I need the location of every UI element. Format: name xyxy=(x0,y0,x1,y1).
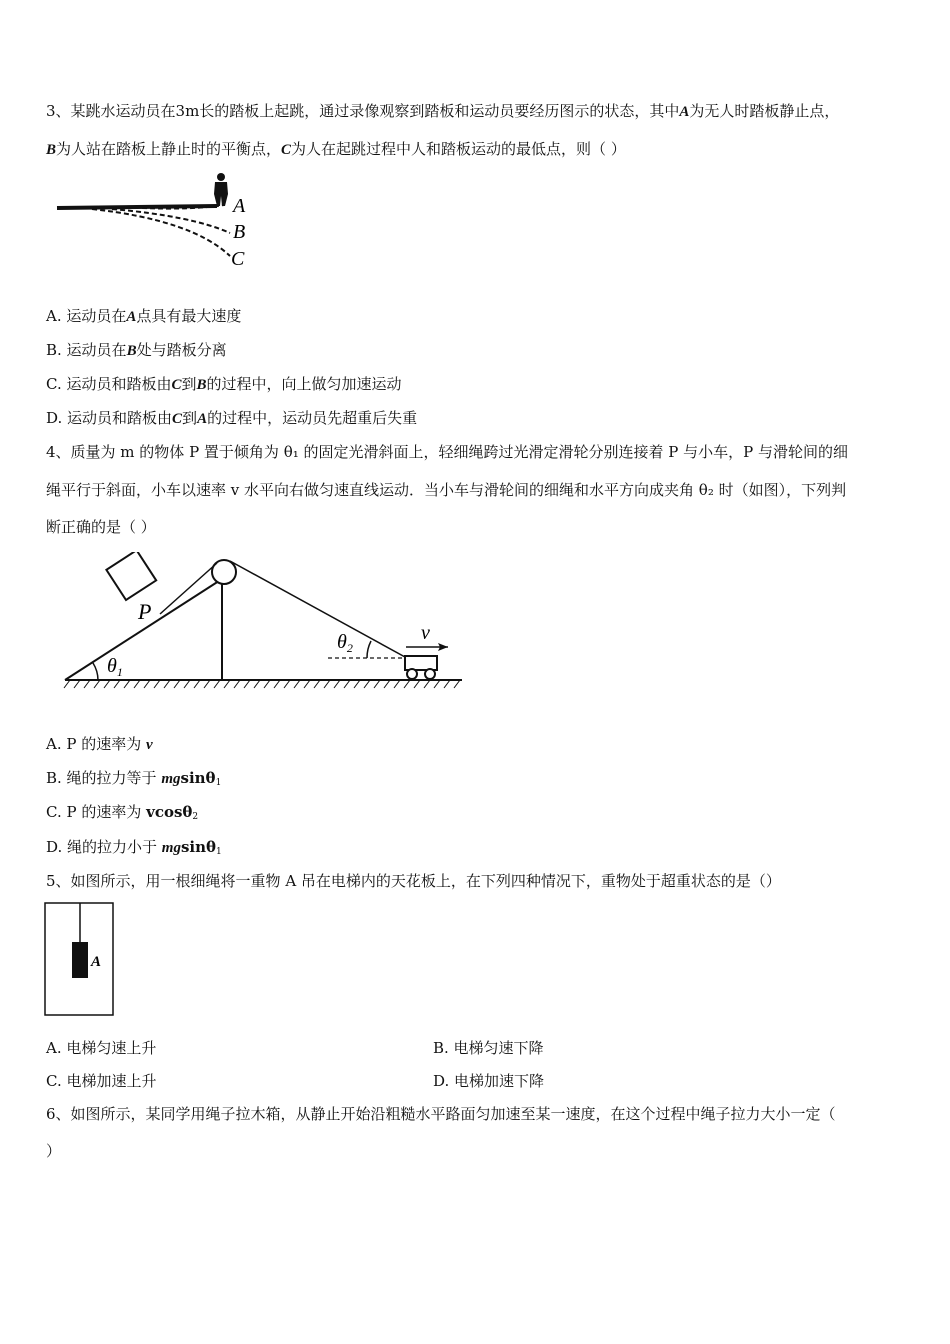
weight-a xyxy=(72,942,88,978)
theta1-arc xyxy=(93,663,98,680)
q3-text-a: 3、某跳水运动员在3m长的踏板上起跳，通过录像观察到踏板和运动员要经历图示的状态，其中 xyxy=(46,102,680,120)
option-text: D. 运动员和踏板由 xyxy=(46,409,173,427)
option-text: 到 xyxy=(181,375,197,393)
fig-label-c: C xyxy=(231,248,245,270)
option-var: B xyxy=(126,343,137,359)
option-text: 处与踏板分离 xyxy=(136,341,227,359)
q3-text-b: 为无人时踏板静止点， xyxy=(689,102,840,120)
q5-line-1: 5、如图所示，用一根细绳将一重物 A 吊在电梯内的天花板上，在下列四种情况下，重物处于超重状态的是（） xyxy=(46,872,781,890)
q5-option-b[interactable]: B. 电梯匀速下降 xyxy=(433,1039,544,1057)
q3-option-b[interactable] xyxy=(46,340,227,361)
q3-text-d: 为人在起跳过程中人和踏板运动的最低点，则（ ） xyxy=(291,140,626,158)
incline-pulley-figure xyxy=(60,552,470,702)
q6-line-1: 6、如图所示，某同学用绳子拉木箱，从静止开始沿粗糙水平路面匀加速至某一速度，在这个过程中绳子拉力大小一定（ xyxy=(46,1105,836,1123)
ground-hatch xyxy=(64,680,460,688)
board-dash-c xyxy=(92,209,230,256)
block-p xyxy=(106,552,156,600)
option-var: B xyxy=(196,377,207,393)
q3-text-c: 为人站在踏板上静止时的平衡点， xyxy=(56,140,282,158)
q3-option-c[interactable] xyxy=(46,374,402,395)
q5-option-d[interactable]: D. 电梯加速下降 xyxy=(433,1072,545,1090)
option-text: 的过程中，运动员先超重后失重 xyxy=(207,409,418,427)
q3-var-a: A xyxy=(679,104,690,120)
option-text: A. 运动员在 xyxy=(46,307,127,325)
velocity-label: v xyxy=(421,622,430,644)
option-text: 的过程中，向上做匀加速运动 xyxy=(206,375,402,393)
q4-option-d[interactable] xyxy=(46,837,222,862)
q3-line-2 xyxy=(46,139,626,160)
q4-option-b[interactable] xyxy=(46,768,221,793)
block-label: P xyxy=(138,599,152,624)
theta2-arc xyxy=(367,641,371,658)
option-tail: sinθ xyxy=(180,838,217,856)
option-text: 点具有最大速度 xyxy=(136,307,242,325)
q4-line-2: 绳平行于斜面，小车以速率 v 水平向右做匀速直线运动．当小车与滑轮间的细绳和水平方向成夹角 θ₂ 时（如图），下列判 xyxy=(46,481,847,499)
option-sub: 1 xyxy=(215,778,222,788)
q3-option-d[interactable] xyxy=(46,408,417,429)
elevator-figure xyxy=(44,902,116,1018)
incline-line xyxy=(65,579,222,680)
diver-icon xyxy=(214,173,228,206)
q4-line-3: 断正确的是（ ） xyxy=(46,518,156,536)
board-dash-b xyxy=(112,209,230,233)
option-text: 到 xyxy=(182,409,198,427)
option-sub: 1 xyxy=(216,847,222,857)
weight-label: A xyxy=(91,954,102,970)
fig-label-b: B xyxy=(233,221,246,243)
option-var: C xyxy=(172,411,183,427)
option-text: B. 运动员在 xyxy=(46,341,127,359)
q5-option-c[interactable]: C. 电梯加速上升 xyxy=(46,1072,157,1090)
fig-label-a: A xyxy=(233,195,246,217)
q3-line-1 xyxy=(46,101,839,122)
option-var: v xyxy=(146,737,153,753)
option-tail: cosθ xyxy=(154,803,193,821)
theta1-label: $\theta_1$ xyxy=(107,655,123,679)
option-var: mg xyxy=(161,840,181,856)
option-var: v xyxy=(146,803,155,821)
q3-var-b: B xyxy=(46,142,57,158)
option-text: C. P 的速率为 xyxy=(46,803,147,821)
q5-option-a[interactable]: A. 电梯匀速上升 xyxy=(46,1039,157,1057)
q3-var-c: C xyxy=(281,142,292,158)
option-sub: 2 xyxy=(192,812,199,822)
q4-option-a[interactable] xyxy=(46,734,153,755)
cart-icon xyxy=(405,656,437,679)
q3-option-a[interactable] xyxy=(46,306,241,327)
theta2-label: $\theta_2$ xyxy=(337,631,353,655)
option-var: A xyxy=(197,411,208,427)
option-var: C xyxy=(171,377,182,393)
option-text: C. 运动员和踏板由 xyxy=(46,375,172,393)
rope-to-cart xyxy=(230,561,405,657)
diving-board-figure xyxy=(52,168,262,274)
q4-line-1: 4、质量为 m 的物体 P 置于倾角为 θ₁ 的固定光滑斜面上，轻细绳跨过光滑定滑轮分别连接着 P 与小车，P 与滑轮间的细 xyxy=(46,443,849,461)
q6-line-2: ） xyxy=(46,1142,62,1160)
option-text: B. 绳的拉力等于 xyxy=(46,769,162,787)
option-var: A xyxy=(126,309,137,325)
q4-option-c[interactable] xyxy=(46,802,198,827)
option-var: mg xyxy=(161,771,181,787)
option-text: A. P 的速率为 xyxy=(46,735,146,753)
option-text: D. 绳的拉力小于 xyxy=(46,838,162,856)
option-tail: sinθ xyxy=(180,769,216,787)
